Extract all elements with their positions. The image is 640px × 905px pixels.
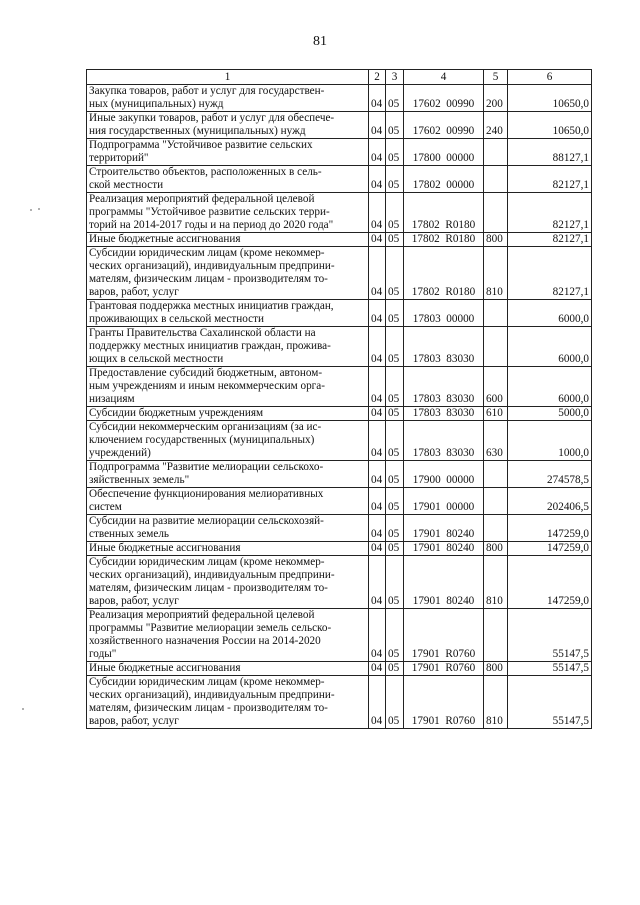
cell-subsection: 05 — [386, 556, 404, 609]
cell-target-article: 17901 80240 — [404, 542, 484, 556]
cell-subsection: 05 — [386, 662, 404, 676]
cell-target-article: 17901 R0760 — [404, 609, 484, 662]
cell-section: 04 — [369, 556, 386, 609]
table-header-row — [87, 70, 592, 85]
cell-target-article: 17901 R0760 — [404, 662, 484, 676]
cell-section: 04 — [369, 327, 386, 367]
cell-name: Грантовая поддержка местных инициатив граждан, проживающих в сельской местности — [87, 300, 369, 327]
cell-amount: 1000,0 — [508, 421, 592, 461]
cell-name: Гранты Правительства Сахалинской области на поддержку местных инициатив граждан, прожива- ющих в сельской местности — [87, 327, 369, 367]
table-row — [87, 85, 592, 112]
cell-expense-type: 630 — [484, 421, 508, 461]
cell-expense-type: 610 — [484, 407, 508, 421]
cell-name: Предоставление субсидий бюджетным, автоном- ным учреждениям и иным некоммерческим орга- низациям — [87, 367, 369, 407]
cell-section: 04 — [369, 85, 386, 112]
cell-section: 04 — [369, 542, 386, 556]
cell-section: 04 — [369, 421, 386, 461]
cell-name: Субсидии юридическим лицам (кроме некоммер- ческих организаций), индивидуальным предприни- мателям, физическим лицам - производителям то- варов, работ, услуг — [87, 247, 369, 300]
cell-expense-type — [484, 193, 508, 233]
cell-subsection: 05 — [386, 233, 404, 247]
cell-amount: 55147,5 — [508, 609, 592, 662]
table-row — [87, 300, 592, 327]
cell-expense-type: 200 — [484, 85, 508, 112]
cell-section: 04 — [369, 166, 386, 193]
cell-amount: 82127,1 — [508, 166, 592, 193]
cell-expense-type: 800 — [484, 662, 508, 676]
cell-subsection: 05 — [386, 542, 404, 556]
budget-table — [86, 69, 592, 729]
cell-target-article: 17803 83030 — [404, 421, 484, 461]
col-header-2: 2 — [369, 70, 386, 85]
col-header-5: 5 — [484, 70, 508, 85]
cell-amount: 55147,5 — [508, 676, 592, 729]
cell-subsection: 05 — [386, 193, 404, 233]
cell-target-article: 17602 00990 — [404, 85, 484, 112]
cell-subsection: 05 — [386, 609, 404, 662]
table-row — [87, 609, 592, 662]
cell-subsection: 05 — [386, 488, 404, 515]
cell-subsection: 05 — [386, 515, 404, 542]
cell-amount: 5000,0 — [508, 407, 592, 421]
cell-name: Иные бюджетные ассигнования — [87, 662, 369, 676]
table-row — [87, 542, 592, 556]
cell-name: Обеспечение функционирования мелиоративных систем — [87, 488, 369, 515]
cell-name: Субсидии бюджетным учреждениям — [87, 407, 369, 421]
cell-name: Подпрограмма "Развитие мелиорации сельскохо- зяйственных земель" — [87, 461, 369, 488]
cell-target-article: 17802 R0180 — [404, 233, 484, 247]
cell-amount: 10650,0 — [508, 112, 592, 139]
cell-name: Закупка товаров, работ и услуг для государствен- ных (муниципальных) нужд — [87, 85, 369, 112]
cell-target-article: 17800 00000 — [404, 139, 484, 166]
cell-name: Строительство объектов, расположенных в сель- ской местности — [87, 166, 369, 193]
cell-section: 04 — [369, 461, 386, 488]
cell-target-article: 17803 83030 — [404, 327, 484, 367]
cell-expense-type: 810 — [484, 676, 508, 729]
cell-expense-type — [484, 515, 508, 542]
cell-amount: 82127,1 — [508, 193, 592, 233]
cell-name: Субсидии на развитие мелиорации сельскохозяй- ственных земель — [87, 515, 369, 542]
cell-subsection: 05 — [386, 676, 404, 729]
cell-expense-type — [484, 609, 508, 662]
cell-subsection: 05 — [386, 327, 404, 367]
cell-subsection: 05 — [386, 300, 404, 327]
cell-name: Иные бюджетные ассигнования — [87, 542, 369, 556]
table-row — [87, 327, 592, 367]
cell-amount: 202406,5 — [508, 488, 592, 515]
cell-expense-type: 240 — [484, 112, 508, 139]
table-row — [87, 488, 592, 515]
cell-amount: 82127,1 — [508, 233, 592, 247]
cell-subsection: 05 — [386, 166, 404, 193]
cell-expense-type — [484, 166, 508, 193]
table-row — [87, 515, 592, 542]
cell-target-article: 17602 00990 — [404, 112, 484, 139]
cell-target-article: 17901 00000 — [404, 488, 484, 515]
table-body — [87, 85, 592, 729]
cell-name: Реализация мероприятий федеральной целевой программы "Устойчивое развитие сельских терри- торий на 2014-2017 годы и на период до 2020 года" — [87, 193, 369, 233]
table-row — [87, 407, 592, 421]
cell-subsection: 05 — [386, 407, 404, 421]
table-row — [87, 461, 592, 488]
cell-name: Реализация мероприятий федеральной целевой программы "Развитие мелиорации земель сельско- хозяйственного назначения России на 2014-2020 годы" — [87, 609, 369, 662]
cell-section: 04 — [369, 662, 386, 676]
cell-section: 04 — [369, 300, 386, 327]
table-row — [87, 662, 592, 676]
table-row — [87, 367, 592, 407]
cell-subsection: 05 — [386, 139, 404, 166]
cell-amount: 147259,0 — [508, 542, 592, 556]
cell-expense-type — [484, 300, 508, 327]
cell-section: 04 — [369, 676, 386, 729]
cell-section: 04 — [369, 367, 386, 407]
cell-section: 04 — [369, 233, 386, 247]
cell-expense-type — [484, 327, 508, 367]
cell-amount: 274578,5 — [508, 461, 592, 488]
table-row — [87, 139, 592, 166]
cell-name: Подпрограмма "Устойчивое развитие сельских территорий" — [87, 139, 369, 166]
scan-speck — [30, 209, 32, 211]
cell-expense-type — [484, 139, 508, 166]
cell-section: 04 — [369, 609, 386, 662]
table-row — [87, 676, 592, 729]
cell-expense-type: 800 — [484, 233, 508, 247]
cell-expense-type: 600 — [484, 367, 508, 407]
cell-amount: 55147,5 — [508, 662, 592, 676]
cell-subsection: 05 — [386, 247, 404, 300]
cell-amount: 6000,0 — [508, 367, 592, 407]
cell-target-article: 17901 80240 — [404, 556, 484, 609]
cell-amount: 82127,1 — [508, 247, 592, 300]
cell-section: 04 — [369, 515, 386, 542]
cell-target-article: 17900 00000 — [404, 461, 484, 488]
col-header-4: 4 — [404, 70, 484, 85]
cell-amount: 6000,0 — [508, 300, 592, 327]
cell-section: 04 — [369, 247, 386, 300]
scan-speck — [22, 708, 24, 710]
cell-expense-type — [484, 461, 508, 488]
col-header-1: 1 — [87, 70, 369, 85]
table-row — [87, 166, 592, 193]
cell-section: 04 — [369, 139, 386, 166]
cell-amount: 10650,0 — [508, 85, 592, 112]
cell-subsection: 05 — [386, 112, 404, 139]
cell-subsection: 05 — [386, 421, 404, 461]
cell-target-article: 17802 00000 — [404, 166, 484, 193]
page-number: 81 — [313, 34, 327, 49]
cell-amount: 147259,0 — [508, 515, 592, 542]
cell-subsection: 05 — [386, 461, 404, 488]
cell-section: 04 — [369, 407, 386, 421]
table-row — [87, 556, 592, 609]
cell-target-article: 17803 83030 — [404, 407, 484, 421]
cell-subsection: 05 — [386, 367, 404, 407]
cell-target-article: 17901 R0760 — [404, 676, 484, 729]
cell-expense-type: 810 — [484, 556, 508, 609]
cell-name: Субсидии юридическим лицам (кроме некоммер- ческих организаций), индивидуальным предприни- мателям, физическим лицам - производителям то- варов, работ, услуг — [87, 676, 369, 729]
table-row — [87, 421, 592, 461]
table-row — [87, 112, 592, 139]
cell-target-article: 17803 00000 — [404, 300, 484, 327]
col-header-6: 6 — [508, 70, 592, 85]
cell-amount: 147259,0 — [508, 556, 592, 609]
cell-target-article: 17802 R0180 — [404, 247, 484, 300]
cell-expense-type: 810 — [484, 247, 508, 300]
table-row — [87, 233, 592, 247]
cell-section: 04 — [369, 488, 386, 515]
cell-target-article: 17802 R0180 — [404, 193, 484, 233]
cell-amount: 88127,1 — [508, 139, 592, 166]
cell-amount: 6000,0 — [508, 327, 592, 367]
cell-subsection: 05 — [386, 85, 404, 112]
cell-target-article: 17901 80240 — [404, 515, 484, 542]
scan-speck — [38, 208, 40, 210]
cell-section: 04 — [369, 193, 386, 233]
table-row — [87, 247, 592, 300]
cell-expense-type — [484, 488, 508, 515]
cell-name: Субсидии некоммерческим организациям (за ис- ключением государственных (муниципальных) учреждений) — [87, 421, 369, 461]
col-header-3: 3 — [386, 70, 404, 85]
cell-name: Иные бюджетные ассигнования — [87, 233, 369, 247]
cell-expense-type: 800 — [484, 542, 508, 556]
cell-name: Субсидии юридическим лицам (кроме некоммер- ческих организаций), индивидуальным предприни- мателям, физическим лицам - производителям то- варов, работ, услуг — [87, 556, 369, 609]
cell-target-article: 17803 83030 — [404, 367, 484, 407]
table-row — [87, 193, 592, 233]
cell-name: Иные закупки товаров, работ и услуг для обеспече- ния государственных (муниципальных) нужд — [87, 112, 369, 139]
cell-section: 04 — [369, 112, 386, 139]
